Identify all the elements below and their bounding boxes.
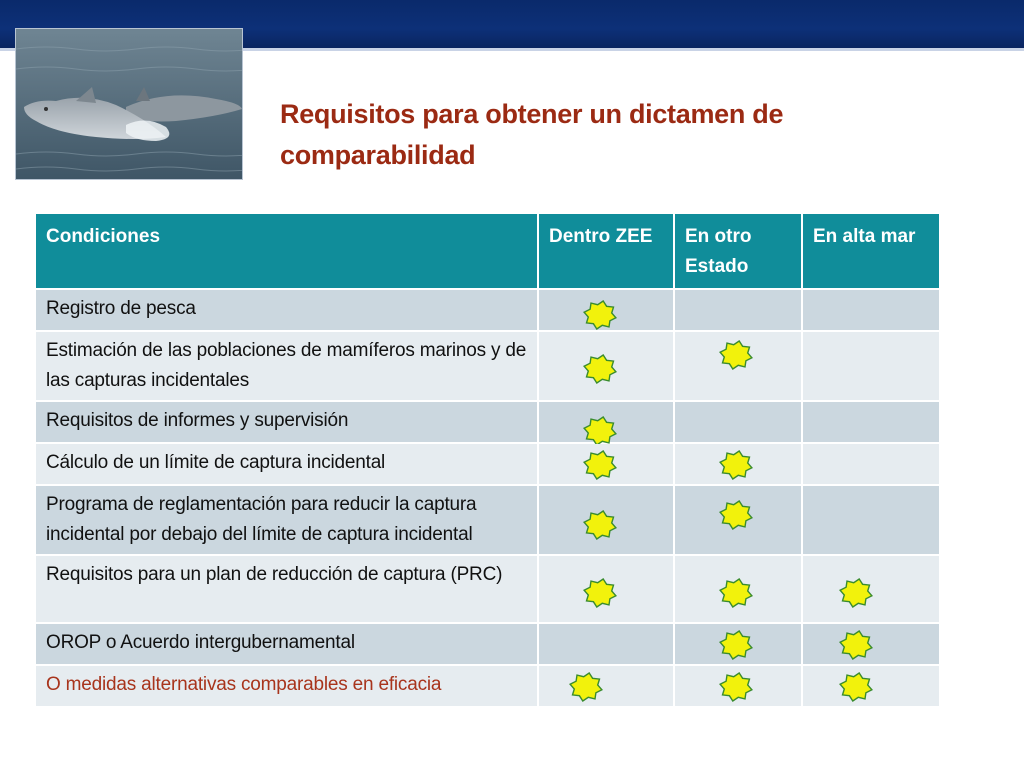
star-icon xyxy=(569,672,603,702)
mark-cell xyxy=(538,485,674,555)
mark-cell xyxy=(802,665,940,707)
star-icon xyxy=(583,416,617,446)
star-icon xyxy=(719,340,753,370)
mark-cell xyxy=(674,555,802,623)
header-dentro-zee: Dentro ZEE xyxy=(538,213,674,289)
table-row xyxy=(35,289,940,331)
mark-cell xyxy=(538,555,674,623)
mark-cell xyxy=(802,289,940,331)
star-icon xyxy=(839,630,873,660)
mark-cell xyxy=(538,331,674,401)
mark-cell xyxy=(538,665,674,707)
mark-cell xyxy=(802,485,940,555)
table-row xyxy=(35,401,940,443)
header-en-otro-estado: En otro Estado xyxy=(674,213,802,289)
mark-cell xyxy=(674,665,802,707)
star-icon xyxy=(719,672,753,702)
star-icon xyxy=(839,672,873,702)
slide-title: Requisitos para obtener un dictamen de comparabilidad xyxy=(280,99,784,170)
mark-cell xyxy=(674,623,802,665)
mark-cell xyxy=(674,289,802,331)
condition-label: OROP o Acuerdo intergubernamental xyxy=(35,623,538,665)
mark-cell xyxy=(802,443,940,485)
mark-cell xyxy=(538,623,674,665)
mark-cell xyxy=(802,401,940,443)
condition-label: Requisitos de informes y supervisión xyxy=(35,401,538,443)
header-en-alta-mar: En alta mar xyxy=(802,213,940,289)
mark-cell xyxy=(674,401,802,443)
mark-cell xyxy=(802,331,940,401)
star-icon xyxy=(839,578,873,608)
condition-label: Cálculo de un límite de captura incidental xyxy=(35,443,538,485)
table-row xyxy=(35,623,940,665)
star-icon xyxy=(583,510,617,540)
mark-cell xyxy=(538,443,674,485)
dolphin-photo xyxy=(15,28,243,180)
table-row xyxy=(35,331,940,401)
condition-label: Estimación de las poblaciones de mamíferos marinos y de las capturas incidentales xyxy=(35,331,538,401)
star-icon xyxy=(583,300,617,330)
table-header-row xyxy=(35,213,940,289)
mark-cell xyxy=(674,485,802,555)
condition-label: O medidas alternativas comparables en eficacia xyxy=(35,665,538,707)
mark-cell xyxy=(802,623,940,665)
mark-cell xyxy=(674,331,802,401)
condition-label: Registro de pesca xyxy=(35,289,538,331)
mark-cell xyxy=(538,401,674,443)
mark-cell xyxy=(802,555,940,623)
star-icon xyxy=(719,500,753,530)
star-icon xyxy=(719,450,753,480)
star-icon xyxy=(583,354,617,384)
star-icon xyxy=(719,578,753,608)
star-icon xyxy=(583,450,617,480)
star-icon xyxy=(719,630,753,660)
table-row xyxy=(35,665,940,707)
condition-label: Requisitos para un plan de reducción de captura (PRC) xyxy=(35,555,538,623)
table-row xyxy=(35,443,940,485)
star-icon xyxy=(583,578,617,608)
mark-cell xyxy=(674,443,802,485)
condition-label: Programa de reglamentación para reducir la captura incidental por debajo del límite de captura incidental xyxy=(35,485,538,555)
table-row xyxy=(35,555,940,623)
mark-cell xyxy=(538,289,674,331)
header-condiciones: Condiciones xyxy=(35,213,538,289)
table-row xyxy=(35,485,940,555)
requirements-table xyxy=(34,212,941,708)
